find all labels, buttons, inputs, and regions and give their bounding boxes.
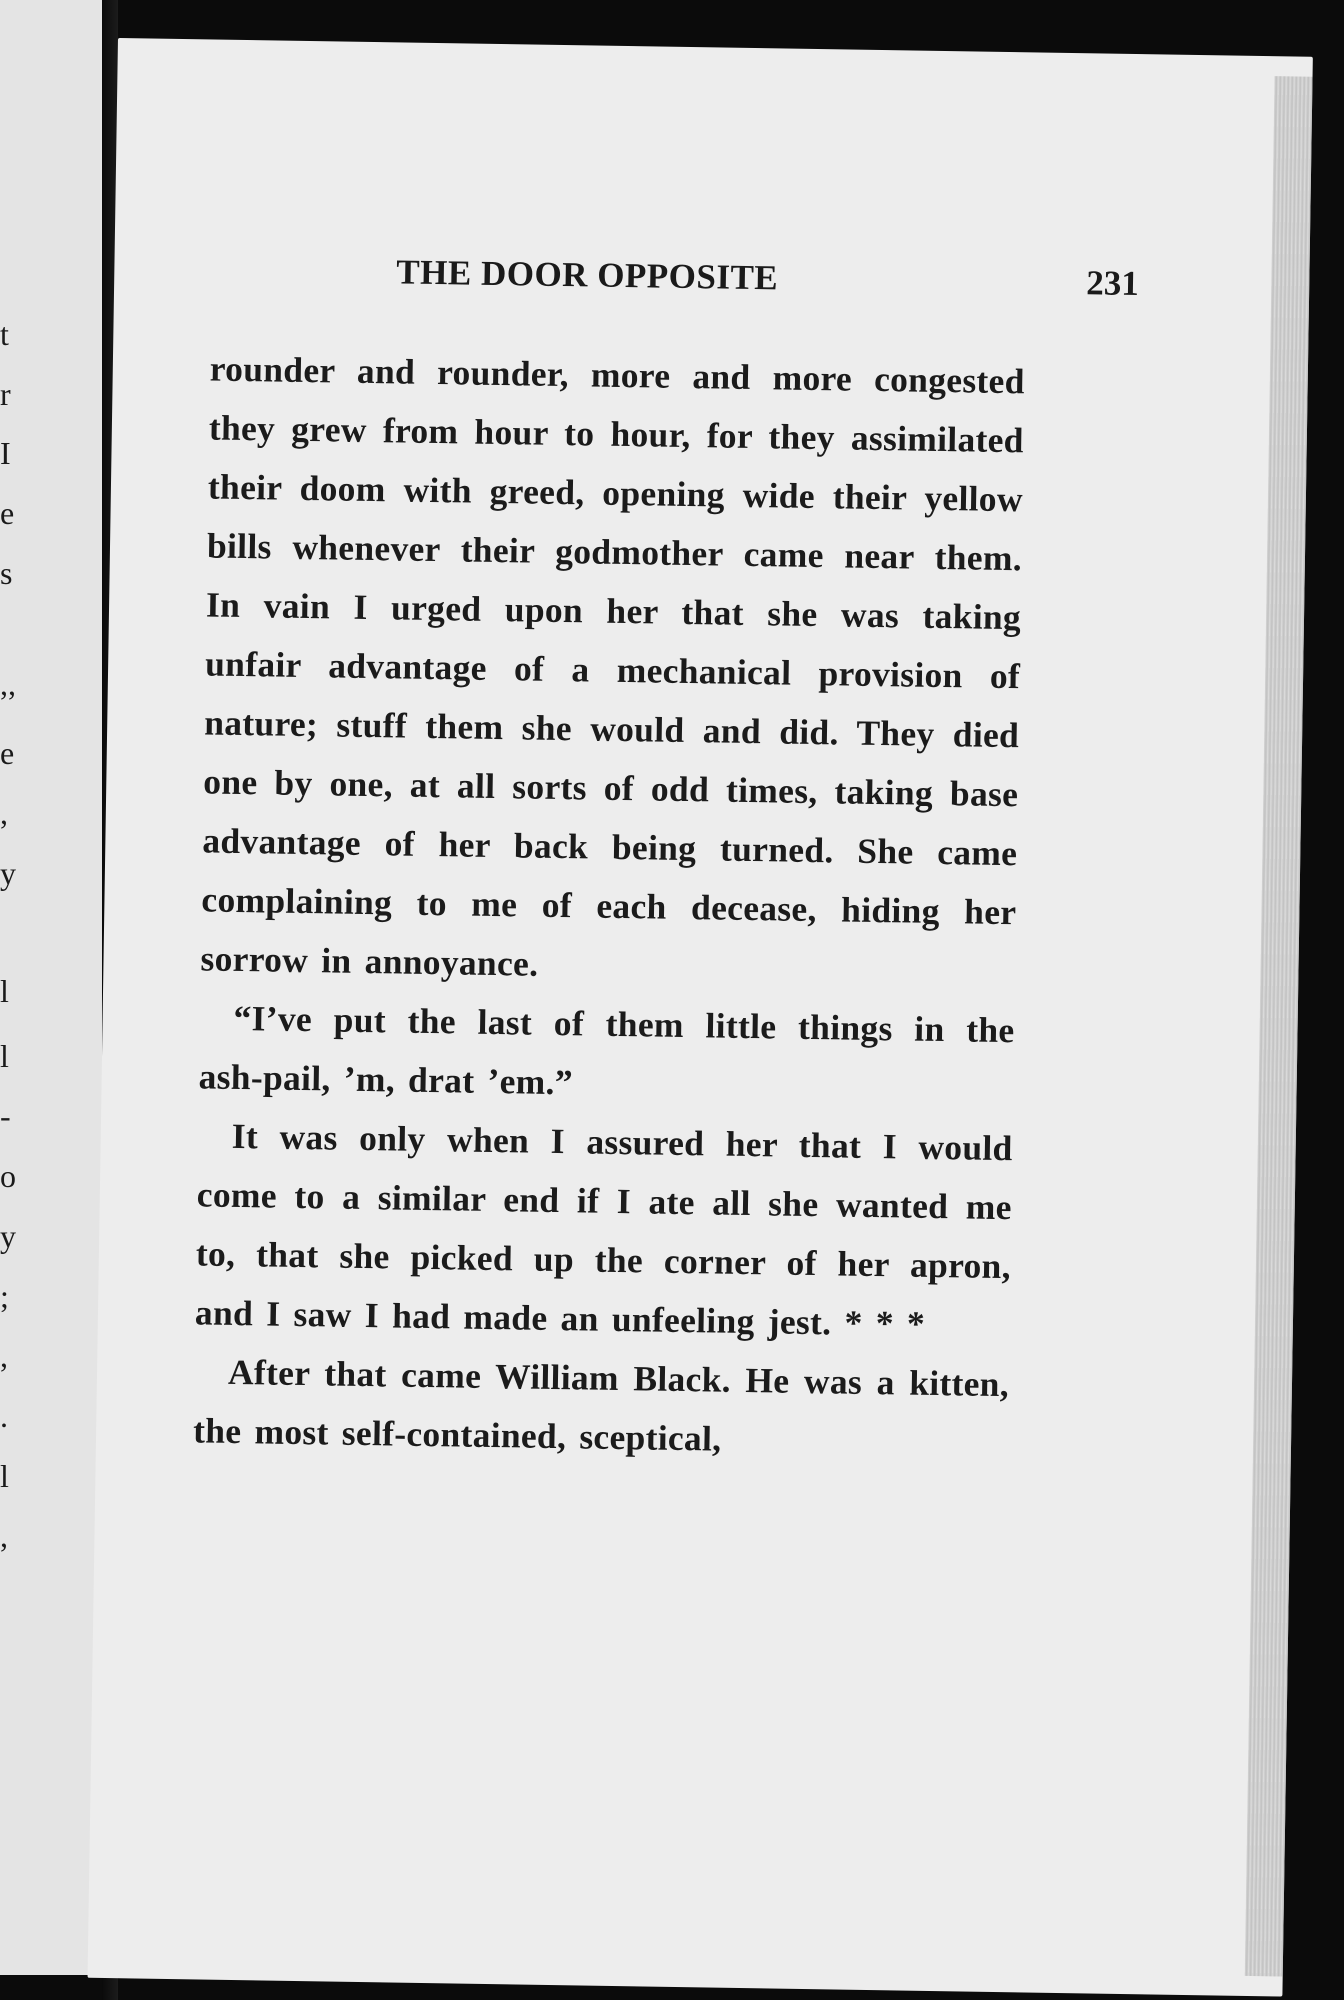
margin-char: , xyxy=(0,1338,8,1374)
margin-char: s xyxy=(0,555,13,591)
margin-char: y xyxy=(0,1218,16,1254)
margin-char: t xyxy=(0,316,9,352)
running-head xyxy=(396,252,1147,324)
margin-char: , xyxy=(0,795,8,831)
margin-char: e xyxy=(0,735,15,771)
margin-char: . xyxy=(0,1398,8,1434)
margin-char: e xyxy=(0,495,15,531)
book-page xyxy=(88,38,1313,1997)
margin-char: y xyxy=(0,855,16,891)
margin-char: - xyxy=(0,1098,11,1134)
margin-char: ,, xyxy=(0,666,16,702)
margin-char: l xyxy=(0,973,9,1009)
paragraph: It was only when I assured her that I would come to a similar end if I ate all she wanted me to, that she picked up the corner of her apron, and I saw I had made an unfeeling jest. * * * xyxy=(194,1115,1013,1344)
left-page-fragment xyxy=(0,0,102,1975)
page-edge xyxy=(1245,76,1313,1976)
margin-char: l xyxy=(0,1458,9,1494)
paragraph: rounder and rounder, more and more congested they grew from hour to hour, for they assimilated their doom with greed, opening wide their yellow bills whenever their godmother came near them. In vain I urged upon her that she was taking unfair advantage of a mechanical provision of nature; stuff them she would and did. They died one by one, at all sorts of odd times, taking base advantage of her back being turned. She came complaining to me of each decease, hiding her sorrow in annoyance. xyxy=(200,348,1026,984)
margin-char: l xyxy=(0,1038,9,1074)
body-text xyxy=(193,339,1026,1473)
page-number: 231 xyxy=(1085,263,1140,304)
margin-char: o xyxy=(0,1158,16,1194)
running-title: THE DOOR OPPOSITE xyxy=(396,252,779,298)
margin-char: I xyxy=(0,435,11,471)
paragraph: “I’ve put the last of them little things in the ash-pail, ’m, drat ’em.” xyxy=(198,997,1015,1103)
paragraph: After that came William Black. He was a kitten, the most self-contained, sceptical, xyxy=(192,1351,1010,1459)
margin-char: r xyxy=(0,376,11,412)
left-page-margin-text xyxy=(0,0,20,1700)
margin-char: , xyxy=(0,1518,8,1554)
margin-char: ; xyxy=(0,1278,9,1314)
